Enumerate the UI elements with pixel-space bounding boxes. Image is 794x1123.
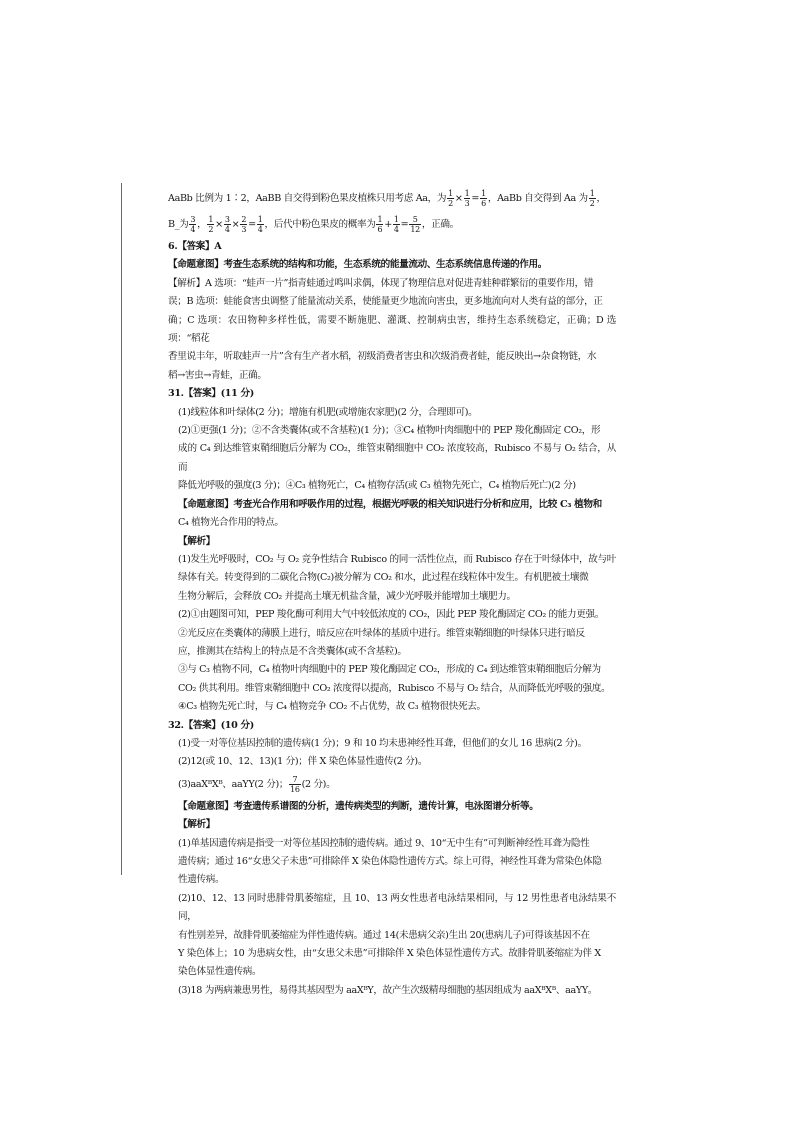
question-31-answer-line: 降低光呼吸的强度(3 分)；④C₃ 植物死亡，C₄ 植物存活(或 C₃ 植物先死亡，C₄ 植物后死亡)(2 分) [178,480,576,492]
fraction: $\frac{1}{4}$ [257,215,263,234]
question-32-analysis: Y 染色体上；10 为患病女性，由“女患父未患”可排除伴 X 染色体显性遗传方式。故腓骨肌萎缩症为伴 X [178,948,601,960]
fraction: $\frac{5}{12}$ [410,215,420,234]
question-32-analysis: (2)10、12、13 同时患腓骨肌萎缩症，且 10、13 两女性患者电泳结果相同，与 12 男性患者电泳结果不同， [178,892,616,923]
text-span: (2 分)。 [301,778,336,790]
question-6-answer: 6.【答案】A [168,241,222,252]
question-32-analysis: (1)单基因遗传病是指受一对等位基因控制的遗传病。通过 9、10“无中生有”可判断神经性耳聋为隐性 [178,837,590,849]
question-6-analysis: 确；C 选项：农田物种多样性低，需要不断施肥、灌溉、控制病虫害，维持生态系统稳定，正确；D 选项：“稻花 [168,314,616,345]
question-31-answer-line: (2)①更强(1 分)；②不含类囊体(或不含基粒)(1 分)；③C₄ 植物叶肉细胞中的 PEP 羧化酶固定 CO₂，形 [178,425,601,437]
question-31-analysis: CO₂ 供其利用。维管束鞘细胞中 CO₂ 浓度得以提高，Rubisco 不易与 O₂ 结合，从而降低光呼吸的强度。 [178,682,611,694]
text-line: B_为 $\frac{3}{4}$ ， $\frac{1}{2}$ × $\frac{3}{4}$ × $\frac{2}{3}$ = $\frac{1}{4}$ ，后代中粉色果皮的概率为 $\frac{1}{6}$ + $\frac{1}{4}$ = $\frac{5}{12}$ ，正确。 [168,215,459,234]
question-32-analysis: 性遗传病。 [178,874,225,886]
question-32-analysis: 染色体显性遗传病。 [178,966,262,978]
question-6-analysis: 误；B 选项：蛙能食害虫调整了能量流动关系，使能量更少地流向害虫，更多地流向对人类有益的部分，正 [168,296,603,308]
fraction: $\frac{1}{3}$ [464,189,470,208]
question-31-analysis: ②光反应在类囊体的薄膜上进行，暗反应在叶绿体的基质中进行。维管束鞘细胞的叶绿体只进行暗反 [178,627,585,639]
question-31-intent: C₄ 植物光合作用的特点。 [178,517,284,529]
question-32-answer-line: (2)12(或 10、12、13)(1 分)；伴 X 染色体显性遗传(2 分)。 [178,756,428,768]
question-32-answer: 32.【答案】(10 分) [168,719,254,731]
question-31-analysis: (1)发生光呼吸时，CO₂ 与 O₂ 竞争性结合 Rubisco 的同一活性位点，而 Rubisco 存在于叶绿体中，故与叶 [178,553,616,565]
text-span: ，AaBb 自交得到 Aa 为 [487,193,588,204]
text-span: (3)aaXᴮXᴮ、aaYY(2 分)； [178,778,289,790]
question-32-answer-line [168,772,616,798]
question-31-answer: 31.【答案】(11 分) [168,388,254,400]
fraction: $\frac{1}{6}$ [377,215,383,234]
question-32-intent: 【命题意图】考查遗传系谱图的分析，遗传病类型的判断，遗传计算，电泳图谱分析等。 [178,800,539,812]
fraction: $\frac{3}{4}$ [190,215,196,234]
question-6-analysis: 稻→害虫→青蛙，正确。 [168,369,267,381]
margin-line [121,183,122,875]
question-32-analysis: (3)18 为两病兼患男性，易得其基因型为 aaXᴮY，故产生次级精母细胞的基因组成为 aaXᴮXᴮ、aaYY。 [178,984,598,996]
question-31-analysis: (2)①由题图可知，PEP 羧化酶可利用大气中较低浓度的 CO₂，因此 PEP 羧化酶固定 CO₂ 的能力更强。 [178,609,604,621]
question-31-analysis: ④C₃ 植物先死亡时，与 C₄ 植物竞争 CO₂ 不占优势，故 C₃ 植物很快死去。 [178,701,486,713]
question-31-analysis: 绿体有关。转变得到的二碳化合物(C₂)被分解为 CO₂ 和水，此过程在线粒体中发生。有机肥被土壤微 [178,572,589,584]
fraction: $\frac{1}{4}$ [393,215,399,234]
question-31-intent: 【命题意图】考查光合作用和呼吸作用的过程，根据光呼吸的相关知识进行分析和应用，比较 C₃ 植物和 [178,498,602,510]
fraction: $\frac{7}{16}$ [290,774,300,794]
fraction: $\frac{1}{2}$ [208,215,214,234]
question-31-analysis: ③与 C₃ 植物不同，C₄ 植物叶肉细胞中的 PEP 羧化酶固定 CO₂，形成的 C₄ 到达维管束鞘细胞后分解为 [178,664,601,676]
text-span: AaBb 比例为 1∶2，AaBB 自交得到粉色果皮植株只用考虑 Aa，为 [168,193,447,204]
fraction: $\frac{1}{2}$ [589,189,595,208]
question-32-analysis: 有性别差异，故腓骨肌萎缩症为伴性遗传病。通过 14(未患病父亲)生出 20(患病儿子)可得该基因不在 [178,929,590,941]
question-6-analysis: 香里说丰年，听取蛙声一片”含有生产者水稻，初级消费者害虫和次级消费者蛙，能反映出→杂食物链，水 [168,351,597,363]
analysis-label: 【解析】 [178,819,215,831]
text-line: AaBb 比例为 1∶2，AaBB 自交得到粉色果皮植株只用考虑 Aa，为 $\frac{1}{2}$ × $\frac{1}{3}$ = $\frac{1}{6}$ ，AaBb 自交得到 Aa 为 $\frac{1}{2}$ ， [168,189,606,208]
question-32-answer-line: (1)受一对等位基因控制的遗传病(1 分)；9 和 10 均未患神经性耳聋，但他们的女儿 16 患病(2 分)。 [178,737,587,749]
text-span: B_为 [168,219,189,230]
question-31-answer-line: (1)线粒体和叶绿体(2 分)；增施有机肥(或增施农家肥)(2 分，合理即可)。 [178,406,478,418]
answer-content [168,186,616,1000]
fraction: $\frac{1}{2}$ [448,189,453,208]
analysis-label: 【解析】 [178,535,215,547]
text-span: ，后代中粉色果皮的概率为 [264,219,376,230]
question-31-analysis: 应，推测其在结构上的特点是不含类囊体(或不含基粒)。 [178,645,407,657]
text-span: ，正确。 [421,219,459,230]
question-6-analysis: 【解析】A 选项：“蛙声一片”指青蛙通过鸣叫求偶，体现了物理信息对促进青蛙种群繁衍的重要作用，错 [168,277,594,289]
question-31-answer-line: 成的 C₄ 到达维管束鞘细胞后分解为 CO₂，维管束鞘细胞中 CO₂ 浓度较高，Rubisco 不易与 O₂ 结合，从而 [178,443,616,473]
fraction: $\frac{2}{3}$ [241,215,247,234]
question-6-intent: 【命题意图】考查生态系统的结构和功能，生态系统的能量流动、生态系统信息传递的作用。 [168,259,547,271]
question-31-analysis: 生物分解后，会释放 CO₂ 并提高土壤无机盐含量，减少光呼吸并能增加土壤肥力。 [178,590,516,602]
fraction: $\frac{1}{6}$ [481,189,486,208]
fraction: $\frac{3}{4}$ [224,215,230,234]
question-32-analysis: 遗传病；通过 16“女患父子未患”可排除伴 X 染色体隐性遗传方式。综上可得，神经性耳聋为常染色体隐 [178,856,602,867]
